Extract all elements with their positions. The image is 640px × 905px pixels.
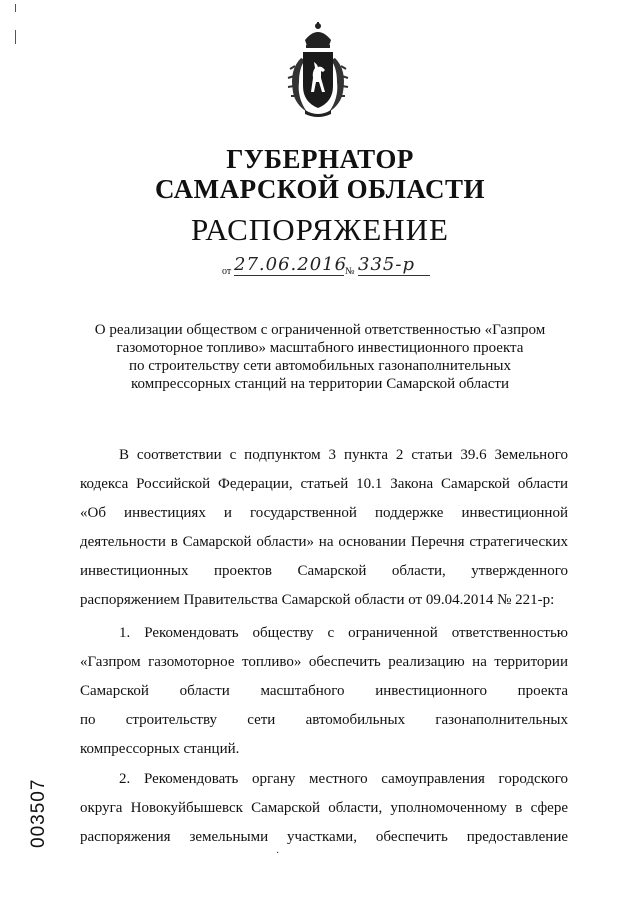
subject-line: О реализации обществом с ограниченной ответственностью «Газпром — [94, 322, 546, 338]
subject-line: компрессорных станций на территории Самарской области — [130, 376, 510, 392]
subject-line: газомоторное топливо» масштабного инвестиционного проекта — [116, 340, 524, 356]
subject-line: по строительству сети автомобильных газонаполнительных — [128, 358, 512, 374]
date-from-label: от — [222, 266, 232, 277]
body-line: деятельности в Самарской области» на основании Перечня стратегических — [80, 534, 568, 550]
body-line: кодекса Российской Федерации, статьей 10.1 Закона Самарской области — [80, 476, 568, 492]
body-line: В соответствии с подпунктом 3 пункта 2 статьи 39.6 Земельного — [119, 447, 568, 463]
registration-stamp-number: 003507 — [28, 778, 49, 848]
body-line: «Об инвестициях и государственной поддержке инвестиционной — [80, 505, 568, 521]
margin-mark — [15, 30, 22, 44]
document-type: РАСПОРЯЖЕНИЕ — [191, 212, 449, 247]
coat-of-arms-emblem — [283, 20, 353, 120]
body-line: инвестиционных проектов Самарской области, утвержденного — [80, 563, 568, 579]
clause-2-line: 2. Рекомендовать органу местного самоуправления городского — [119, 771, 568, 787]
clause-1-line: компрессорных станций. — [80, 741, 240, 757]
date-number-line — [200, 254, 460, 284]
margin-mark — [15, 4, 22, 12]
clause-1-line: 1. Рекомендовать обществу с ограниченной ответственностью — [119, 625, 568, 641]
clause-1-line: по строительству сети автомобильных газонаполнительных — [80, 712, 568, 728]
clause-1-line: «Газпром газомоторное топливо» обеспечить реализацию на территории — [80, 654, 568, 670]
issuer-title: ГУБЕРНАТОР — [226, 144, 414, 174]
handwritten-number: 335-р — [358, 254, 430, 276]
clause-2-line: распоряжения земельными участками, обеспечить предоставление — [80, 829, 568, 845]
page-mark: · — [276, 848, 280, 859]
clause-2-line: округа Новокуйбышевск Самарской области, уполномоченному в сфере — [80, 800, 568, 816]
handwritten-date: 27.06.2016 — [234, 254, 348, 275]
body-line: распоряжением Правительства Самарской области от 09.04.2014 № 221-р: — [80, 592, 555, 608]
document-subject — [60, 321, 580, 393]
issuer-region: САМАРСКОЙ ОБЛАСТИ — [154, 174, 486, 204]
number-label: № — [345, 266, 355, 277]
clause-1-line: Самарской области масштабного инвестиционного проекта — [80, 683, 568, 699]
